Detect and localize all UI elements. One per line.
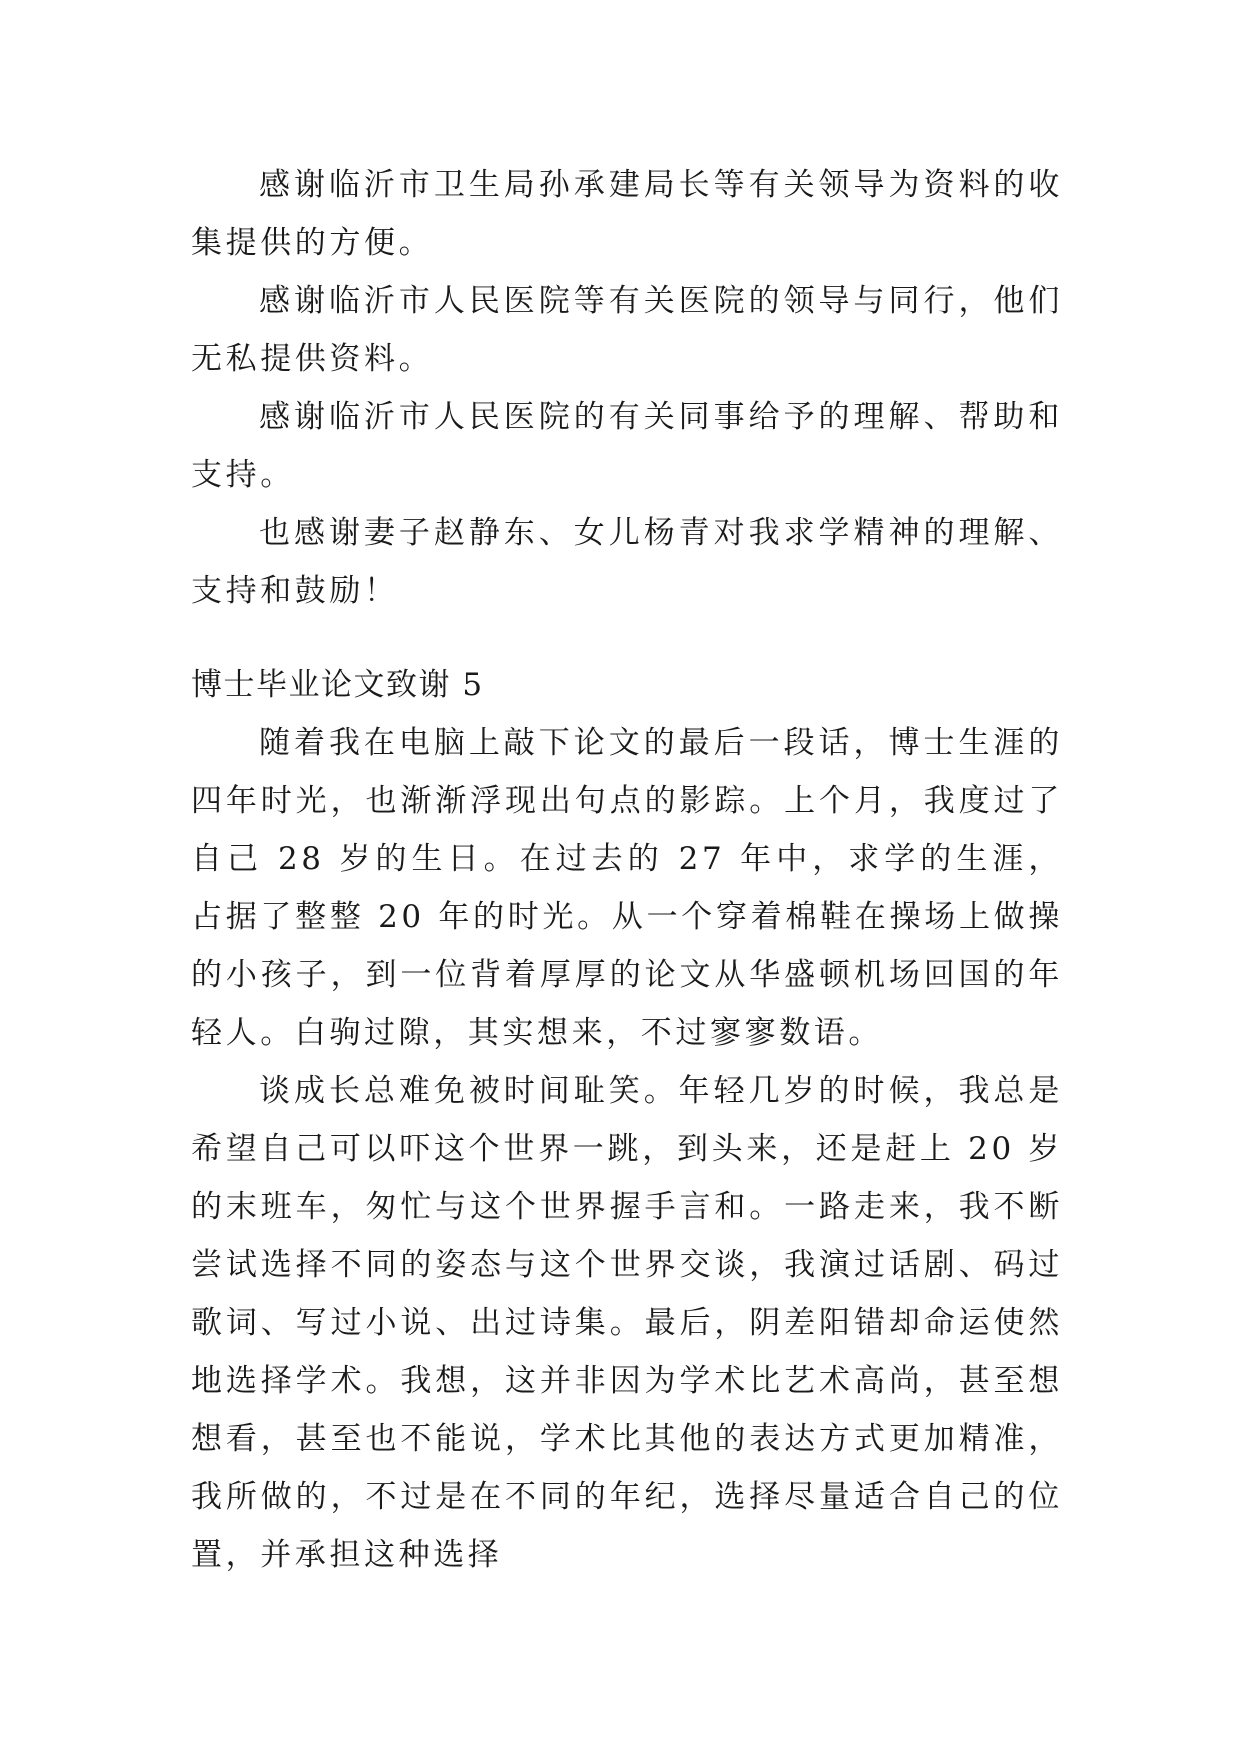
paragraph: 也感谢妻子赵静东、女儿杨青对我求学精神的理解、支持和鼓励！	[191, 515, 1063, 609]
document-body	[191, 156, 1063, 1584]
paragraph: 谈成长总难免被时间耻笑。年轻几岁的时候，我总是希望自己可以吓这个世界一跳，到头来，还是赶上 20 岁的末班车，匆忙与这个世界握手言和。一路走来，我不断尝试选择不同的姿态与这个世界交谈，我演过话剧、码过歌词、写过小说、出过诗集。最后，阴差阳错却命运使然地选择学术。我想，这并非因为学术比艺术高尚，甚至想想看，甚至也不能说，学术比其他的表达方式更加精准，我所做的，不过是在不同的年纪，选择尽量适合自己的位置，并承担这种选择	[191, 1073, 1063, 1573]
paragraph: 感谢临沂市人民医院等有关医院的领导与同行，他们无私提供资料。	[191, 283, 1063, 377]
paragraph: 感谢临沂市人民医院的有关同事给予的理解、帮助和支持。	[191, 399, 1063, 493]
acknowledgement-section	[191, 156, 1063, 620]
paragraph: 感谢临沂市卫生局孙承建局长等有关领导为资料的收集提供的方便。	[191, 167, 1063, 261]
section-heading: 博士毕业论文致谢 5	[191, 667, 484, 703]
thesis-acknowledgement-section	[191, 714, 1063, 1584]
paragraph: 随着我在电脑上敲下论文的最后一段话，博士生涯的四年时光，也渐渐浮现出句点的影踪。上个月，我度过了自己 28 岁的生日。在过去的 27 年中，求学的生涯，占据了整整 20 年的时光。从一个穿着棉鞋在操场上做操的小孩子，到一位背着厚厚的论文从华盛顿机场回国的年轻人。白驹过隙，其实想来，不过寥寥数语。	[191, 725, 1063, 1051]
